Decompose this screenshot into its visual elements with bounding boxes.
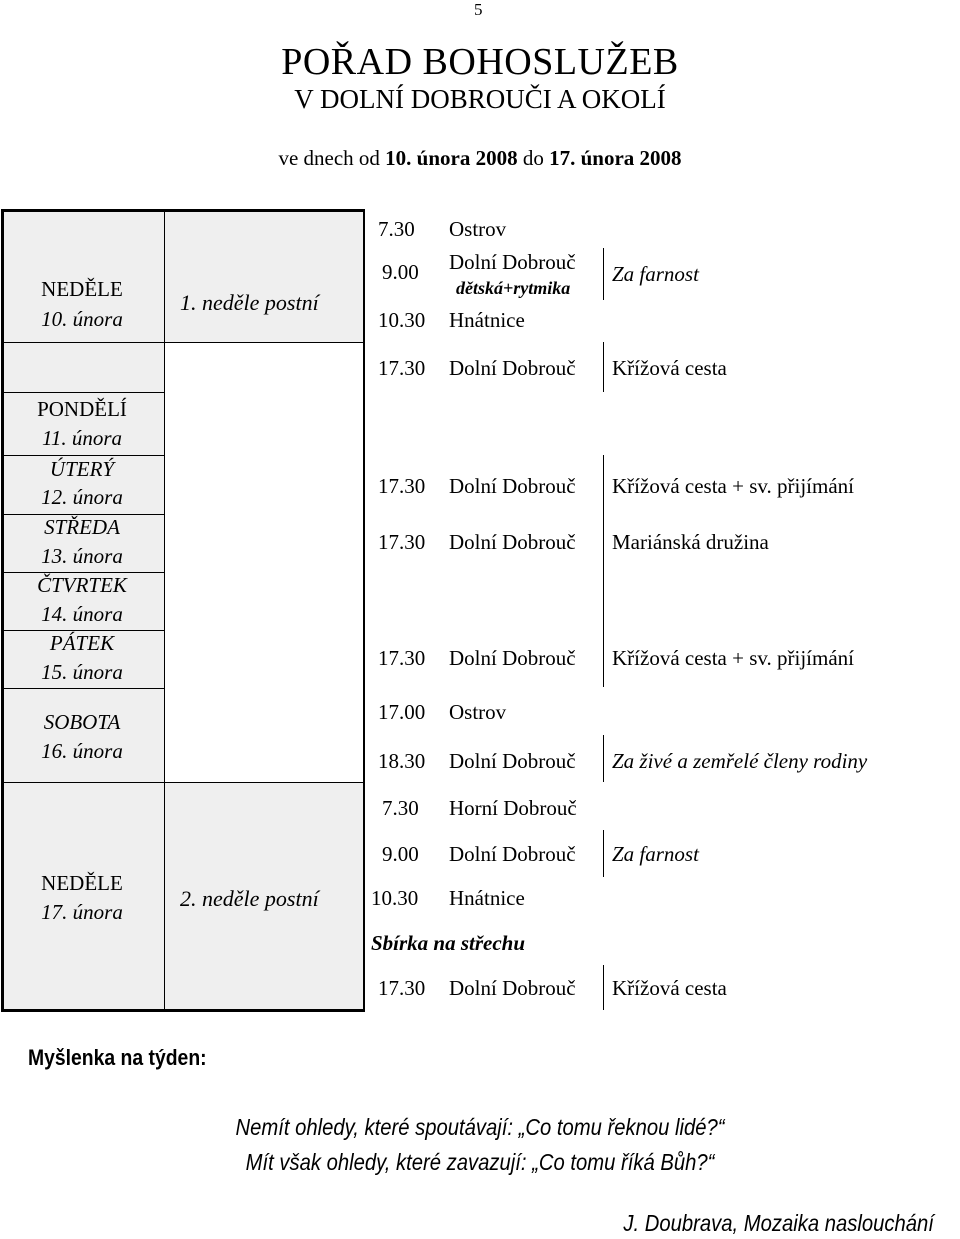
service-sub: dětská+rytmika (456, 278, 571, 298)
time: 17.30 (378, 976, 426, 1000)
time: 17.00 (378, 700, 426, 724)
day-name-wed: STŘEDA (44, 515, 120, 539)
time: 17.30 (378, 356, 426, 380)
time: 7.30 (382, 796, 419, 820)
day-date-sun1: 10. února (41, 307, 123, 331)
place: Dolní Dobrouč (449, 976, 576, 1000)
service-note: Za živé a zemřelé členy rodiny (612, 749, 868, 773)
place: Dolní Dobrouč (449, 842, 576, 866)
day-name-mon: PONDĚLÍ (37, 397, 127, 421)
day-name-tue: ÚTERÝ (49, 457, 115, 481)
day-date-sun2: 17. února (41, 900, 123, 924)
day-name-sun1: NEDĚLE (41, 277, 123, 301)
time: 17.30 (378, 530, 426, 554)
motto-label: Myšlenka na týden: (28, 1045, 207, 1070)
place: Ostrov (449, 700, 507, 724)
place: Dolní Dobrouč (449, 356, 576, 380)
place: Ostrov (449, 217, 507, 241)
date-range-prefix: ve dnech od (278, 146, 380, 170)
motto-line-2: Mít však ohledy, které zavazují: „Co tomu říká Bůh?“ (245, 1149, 715, 1175)
place: Dolní Dobrouč (449, 646, 576, 670)
sunday-label-2: 2. neděle postní (180, 886, 319, 911)
time: 9.00 (382, 842, 419, 866)
day-name-fri: PÁTEK (49, 631, 115, 655)
service-note: Za farnost (612, 262, 699, 286)
place: Dolní Dobrouč (449, 474, 576, 498)
page-subtitle: V DOLNÍ DOBROUČI A OKOLÍ (294, 84, 666, 114)
day-date-wed: 13. února (41, 544, 123, 568)
service-note: Mariánská družina (612, 530, 769, 554)
day-date-mon: 11. února (41, 426, 123, 450)
place: Hnátnice (449, 308, 525, 332)
place: Dolní Dobrouč (449, 749, 576, 773)
service-note: Křížová cesta + sv. přijímání (612, 646, 854, 670)
day-date-thu: 14. února (41, 602, 123, 626)
motto-author: J. Doubrava, Mozaika naslouchání (623, 1210, 934, 1236)
place: Dolní Dobrouč (449, 250, 576, 274)
day-date-tue: 12. února (41, 485, 123, 509)
page-title: POŘAD BOHOSLUŽEB (281, 41, 679, 83)
day-name-sat: SOBOTA (43, 710, 121, 734)
time: 10.30 (371, 886, 419, 910)
collection-note: Sbírka na střechu (371, 931, 526, 955)
day-date-fri: 15. února (41, 660, 123, 684)
place: Hnátnice (449, 886, 525, 910)
date-to: 17. února 2008 (549, 146, 682, 170)
place: Horní Dobrouč (449, 796, 577, 820)
time: 9.00 (382, 260, 419, 284)
date-range-middle: do (522, 146, 544, 170)
sunday-label-1: 1. neděle postní (180, 290, 319, 315)
time: 7.30 (378, 217, 415, 241)
day-name-thu: ČTVRTEK (37, 573, 127, 597)
day-date-sat: 16. února (41, 739, 123, 763)
place: Dolní Dobrouč (449, 530, 576, 554)
day-name-sun2: NEDĚLE (41, 871, 123, 895)
motto-line-1: Nemít ohledy, které spoutávají: „Co tomu řeknou lidé?“ (235, 1114, 725, 1140)
service-note: Za farnost (612, 842, 699, 866)
time: 10.30 (378, 308, 426, 332)
service-note: Křížová cesta (612, 976, 727, 1000)
service-note: Křížová cesta (612, 356, 727, 380)
page-number: 5 (474, 0, 483, 19)
service-note: Křížová cesta + sv. přijímání (612, 474, 854, 498)
date-from: 10. února 2008 (385, 146, 518, 170)
time: 17.30 (378, 646, 426, 670)
time: 17.30 (378, 474, 426, 498)
time: 18.30 (378, 749, 426, 773)
